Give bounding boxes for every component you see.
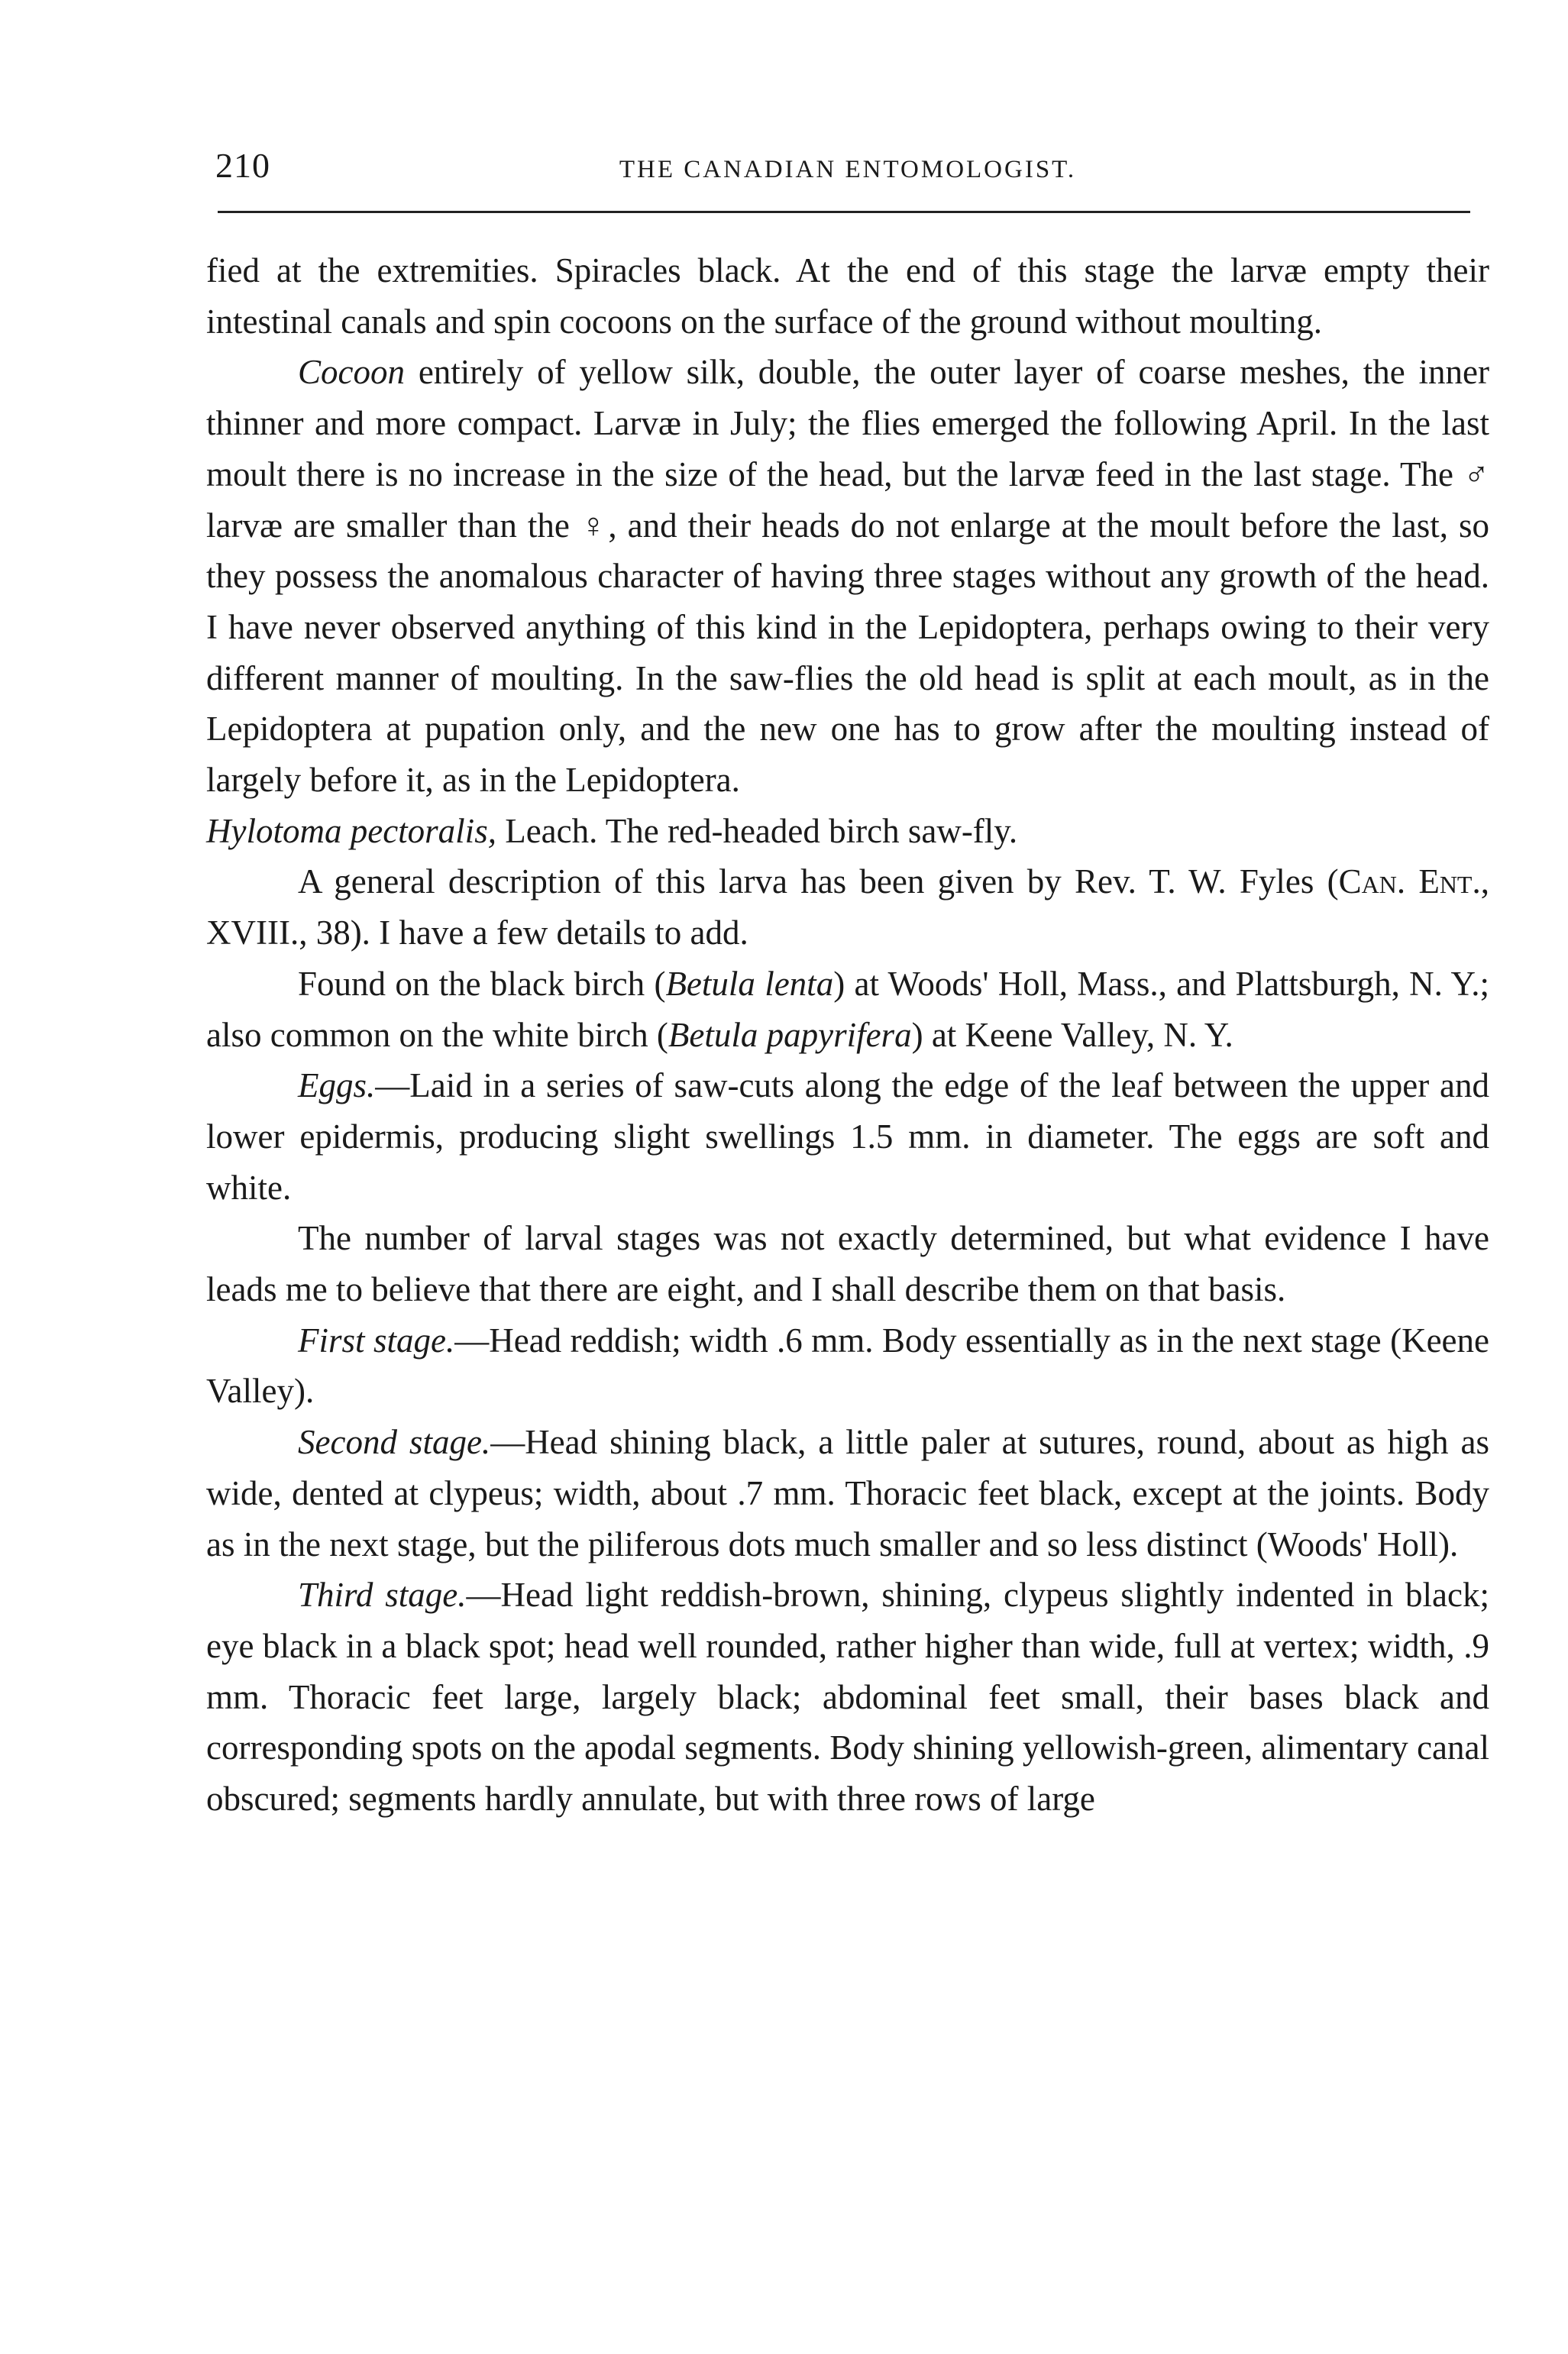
italic-run: Cocoon (298, 353, 405, 392)
paragraph (206, 1213, 1489, 1314)
text-run: ) at Woods' Holl, Mass., and Plattsburgh, N. Y.; also common on the white birch ( (206, 964, 1490, 1054)
text-run: A general description of this larva has been given by Rev. T. W. Fyles ( (298, 862, 1339, 901)
italic-run: Hylotoma pectoralis, (206, 811, 496, 850)
paragraph (206, 806, 1489, 857)
text-run: —Head light reddish-brown, shining, clypeus slightly indented in black; eye black in a black spot; head well rounded, rather higher than wide, full at vertex; width, .9 mm. Thoracic feet large, largely black; abdominal feet small, their bases black and corresponding spots on the apodal segments. Body shining yellowish-green, alimentary canal obscured; segments hardly annulate, but with three rows of large (206, 1576, 1489, 1819)
italic-run: Eggs. (298, 1066, 376, 1105)
italic-run: Second stage. (298, 1423, 491, 1462)
paragraph (206, 1060, 1489, 1213)
italic-run: Third stage. (298, 1576, 467, 1615)
text-run: —Laid in a series of saw-cuts along the edge of the leaf between the upper and lower epidermis, producing slight swellings 1.5 mm. in diameter. The eggs are soft and white. (206, 1066, 1489, 1207)
paragraph (206, 347, 1489, 805)
paragraph (206, 245, 1489, 347)
paragraph (206, 1570, 1489, 1825)
text-run: ) at Keene Valley, N. Y. (911, 1015, 1233, 1054)
text-run: , XVIII., 38). I have a few details to add. (206, 862, 1489, 952)
header-rule (218, 211, 1470, 213)
text-run: Leach. The red-headed birch saw-fly. (496, 811, 1018, 850)
text-run: —Head reddish; width .6 mm. Body essentially as in the next stage (Keene Valley). (206, 1321, 1489, 1411)
paragraph (206, 1315, 1489, 1417)
italic-run: Betula papyrifera (668, 1015, 912, 1054)
paragraph (206, 959, 1489, 1060)
journal-title: THE CANADIAN ENTOMOLOGIST. (619, 156, 1077, 183)
text-run: entirely of yellow silk, double, the outer layer of coarse meshes, the inner thinner and more compact. Larvæ in July; the flies emerged the following April. In the last moult there is no increase in the size of the head, but the larvæ feed in the last stage. The ♂ larvæ are smaller than the ♀, and their heads do not enlarge at the moult before the last, so they possess the anomalous character of having three stages without any growth of the head. I have never observed anything of this kind in the Lepidoptera, perhaps owing to their very different manner of moulting. In the saw-flies the old head is split at each moult, as in the Lepidoptera at pupation only, and the new one has to grow after the moulting instead of largely before it, as in the Lepidoptera. (206, 353, 1489, 800)
article-body (206, 245, 1489, 1825)
page (206, 145, 1489, 1825)
running-head (206, 145, 1489, 199)
italic-run: Betula lenta (665, 964, 834, 1003)
paragraph (206, 1417, 1489, 1570)
text-run: fied at the extremities. Spiracles black. At the end of this stage the larvæ empty their intestinal canals and spin cocoons on the surface of the ground without moulting. (206, 251, 1489, 341)
text-run: Found on the black birch ( (298, 964, 666, 1003)
small-caps-run: Can. Ent. (1338, 862, 1481, 901)
italic-run: First stage. (298, 1321, 455, 1360)
paragraph (206, 856, 1489, 958)
text-run: —Head shining black, a little paler at sutures, round, about as high as wide, dented at clypeus; width, about .7 mm. Thoracic feet black, except at the joints. Body as in the next stage, but the piliferous dots much smaller and so less distinct (Woods' Holl). (206, 1423, 1490, 1563)
text-run: The number of larval stages was not exactly determined, but what evidence I have leads me to believe that there are eight, and I shall describe them on that basis. (206, 1219, 1489, 1309)
page-number: 210 (215, 146, 270, 185)
